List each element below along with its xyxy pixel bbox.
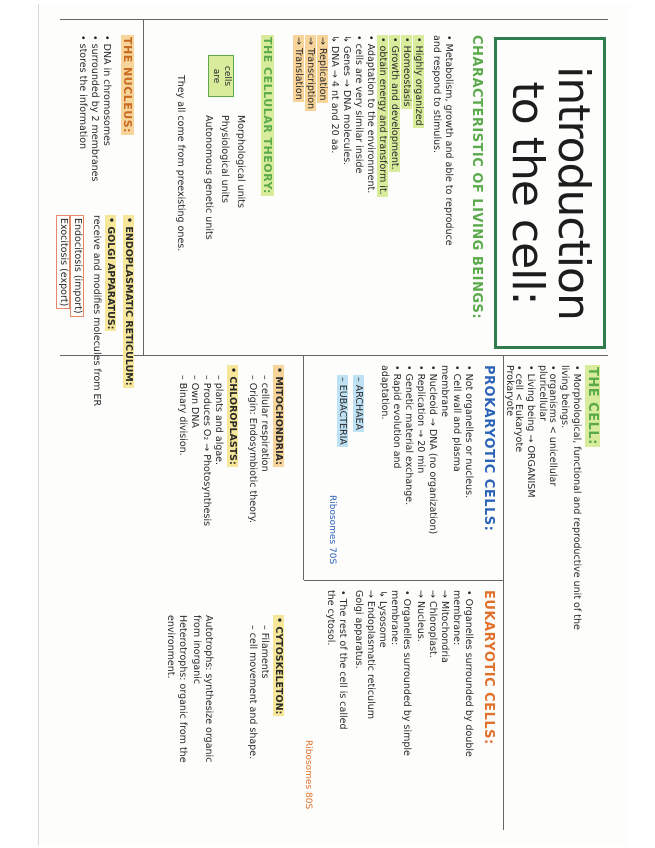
pro-line-8: adaptation.: [379, 365, 390, 420]
cyto-heading: • CYTOSKELETON:: [273, 617, 284, 715]
char-line-3: • Highly organized: [413, 37, 424, 126]
cyto-line-2: – cell movement and shape.: [247, 625, 258, 760]
characteristics-heading: CHARACTERISTIC OF LIVING BEINGS:: [469, 35, 484, 320]
notebook-page: [38, 4, 629, 846]
divider-vertical: [60, 355, 608, 356]
heterotrophs-2: environment.: [165, 615, 176, 679]
title-box: [494, 37, 606, 349]
divider-left-bottom: [143, 19, 144, 355]
cell-theory-heading: THE CELLULAR THEORY:: [261, 37, 274, 194]
pro-line-2: • Cell wall and plasma: [451, 365, 462, 472]
golgi-desc: receive and modifies molecules from ER: [91, 215, 102, 407]
divider-middle: [304, 580, 504, 581]
pro-line-1: • Not organelles or nucleus.: [463, 365, 474, 499]
pro-line-7: • Rapid evolution and: [391, 365, 402, 469]
the-cell-heading: THE CELL:: [585, 367, 600, 445]
autotrophs-2: from inorganic: [191, 615, 202, 685]
char-line-9: ↳ Genes → DNA molecules.: [341, 35, 352, 166]
chloro-heading: • CHLOROPLASTS:: [227, 367, 238, 465]
euk-line-6: • Organelles surrounded by simple: [401, 590, 412, 756]
ribosomes-70s: Ribosomes 70S: [327, 495, 337, 565]
chloro-line-3: – Own DNA: [189, 375, 200, 428]
nucleus-line-2: • surrounded by 2 membranes: [89, 35, 100, 182]
pro-line-5: • Replication → 20 min: [415, 365, 426, 474]
euk-line-2: membrane:: [451, 590, 462, 646]
cyto-line-1: – Filaments: [259, 625, 270, 679]
divider-left: [60, 19, 608, 20]
theory-item-2: Physiological units: [219, 115, 230, 203]
rotated-notes: [54, 15, 614, 835]
theory-item-3: Autonomous genetic units: [203, 115, 214, 240]
pro-line-3: membrane: [439, 365, 450, 417]
mito-line-1: – cellular respiration: [259, 375, 270, 472]
divider-under-prokaryotic: [303, 355, 304, 580]
page-title: introduction to the cell:: [502, 66, 599, 320]
euk-line-9: → Endoplasmatic reticulum: [365, 590, 376, 720]
euk-line-5: → Nucleus.: [415, 590, 426, 642]
the-cell-line-6: • cell < Eukaryote: [513, 365, 524, 453]
char-line-6: • obtain energy and transform it.: [377, 37, 388, 195]
mito-heading: • MITOCHONDRIA:: [273, 367, 284, 465]
prokaryotic-heading: PROKARYOTIC CELLS:: [481, 365, 496, 532]
mito-line-2: – Origin: Endosymbiotic theory.: [247, 375, 258, 524]
theory-footer: They all come from preexisting ones.: [175, 75, 186, 252]
the-cell-line-3: • organisms < unicellular: [547, 365, 558, 487]
euk-line-3: → Mitochondria: [439, 590, 450, 663]
ribosomes-80s: Ribosomes 80S: [303, 740, 313, 810]
divider-horizontal-top: [503, 355, 504, 830]
cells-are-box: cells are: [208, 55, 234, 97]
chloro-line-1: – plants and algae.: [213, 375, 224, 466]
exocitosis-box: Exocitosis (export): [56, 215, 70, 309]
the-cell-line-7: Prokaryote: [504, 365, 515, 417]
pro-line-6: • Genetic material exchange.: [403, 365, 414, 506]
the-cell-line-1: • Morphological, functional and reproductive unit of the: [571, 365, 582, 630]
char-line-8: • cells are very similar inside: [353, 35, 364, 174]
char-line-4: • Homeostasis: [401, 37, 412, 107]
chloro-line-2: – Produces O₂ → Photosynthesis: [201, 375, 212, 527]
eukaryotic-heading: EUKARYOTIC CELLS:: [481, 590, 496, 745]
the-cell-line-4: pluricellular: [537, 365, 548, 421]
pro-line-4: • Nucleoid → DNA (no organization): [427, 365, 438, 535]
golgi-line: • GOLGI APPARATUS:: [105, 217, 116, 330]
euk-line-10: Golgi apparatus.: [353, 590, 364, 669]
euk-line-8: ↳ Lysosome: [377, 590, 388, 648]
char-line-2: and respond to stimulus.: [431, 35, 442, 154]
euk-line-11: • The rest of the cell is called: [337, 590, 348, 730]
euk-line-4: → Chloroplast.: [427, 590, 438, 658]
nucleus-line-3: • stores the information: [77, 35, 88, 150]
chloro-line-4: – Binary division.: [177, 375, 188, 456]
euk-line-12: the cytosol.: [325, 590, 336, 646]
char-line-12: → Transcription: [305, 37, 316, 110]
autotrophs: Autotrophs: synthesize organic: [203, 615, 214, 763]
er-line: • ENDOPLASMATIC RETICULUM:: [123, 217, 134, 386]
nucleus-heading: THE NUCLEUS:: [121, 37, 134, 134]
char-line-13: → Translation: [293, 37, 304, 100]
euk-line-7: membrane:: [389, 590, 400, 646]
euk-line-1: • Organelles surrounded by double: [463, 590, 474, 757]
eubacteria: – EUBACTERIA: [337, 377, 348, 445]
char-line-5: • Growth and development.: [389, 37, 400, 170]
archaea: – ARCHAEA: [353, 377, 364, 431]
endocitosis-box: Endocitosis (import): [70, 215, 84, 317]
char-line-11: → Replication: [317, 37, 328, 101]
char-line-10: ↳ DNA → 4 nt and 20 aa.: [329, 35, 340, 154]
the-cell-line-2: living beings.: [559, 365, 570, 429]
the-cell-line-5: • Living being → ORGANISM: [525, 365, 536, 498]
heterotrophs: Heterotrophs: organic from the: [177, 615, 188, 763]
char-line-7: • Adaptation to the environment.: [365, 35, 376, 194]
char-line-1: • Metabolism, growth and able to reproduce: [443, 35, 454, 246]
nucleus-line-1: • DNA in chromosomes: [101, 35, 112, 146]
theory-item-1: Morphological units: [235, 115, 246, 208]
